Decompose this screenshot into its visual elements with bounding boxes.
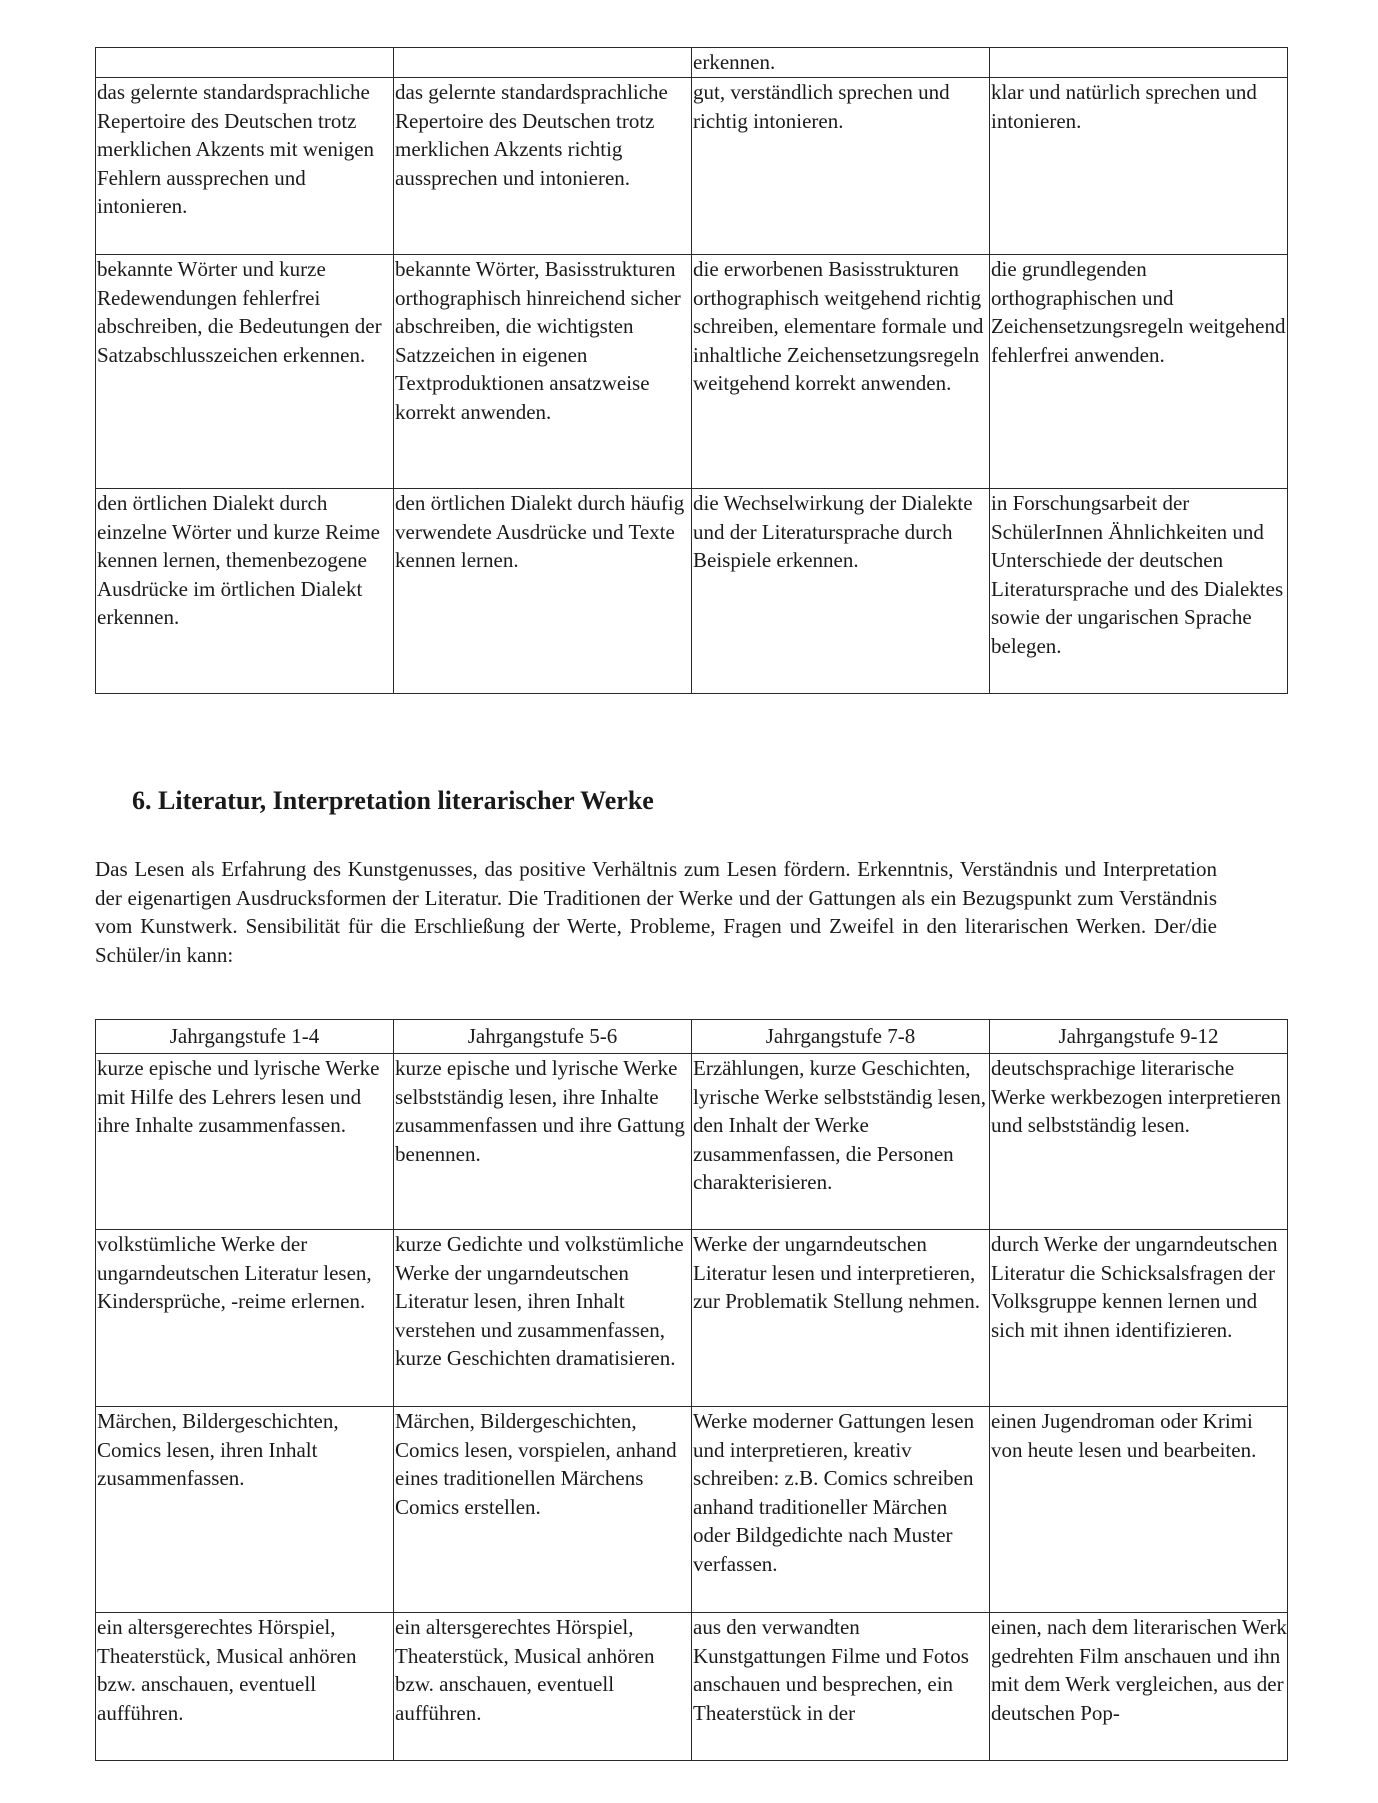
column-header: Jahrgangstufe 1-4 <box>96 1020 394 1054</box>
table-cell: deutschsprachige literarische Werke werkbezogen interpretieren und selbstständig lesen. <box>990 1054 1288 1230</box>
table-row <box>96 255 1288 489</box>
table-cell: durch Werke der ungarndeutschen Literatur die Schicksalsfragen der Volksgruppe kennen lernen und sich mit ihnen identifizieren. <box>990 1230 1288 1407</box>
table-cell: Märchen, Bildergeschichten, Comics lesen, ihren Inhalt zusammenfassen. <box>96 1407 394 1613</box>
table-cell: einen Jugendroman oder Krimi von heute lesen und bearbeiten. <box>990 1407 1288 1613</box>
table-row <box>96 78 1288 255</box>
table-cell: den örtlichen Dialekt durch häufig verwendete Ausdrücke und Texte kennen lernen. <box>394 489 692 694</box>
table-cell: die grundlegenden orthographischen und Zeichensetzungsregeln weitgehend fehlerfrei anwenden. <box>990 255 1288 489</box>
column-header: Jahrgangstufe 9-12 <box>990 1020 1288 1054</box>
table-cell: bekannte Wörter und kurze Redewendungen fehlerfrei abschreiben, die Bedeutungen der Satzabschlusszeichen erkennen. <box>96 255 394 489</box>
competency-table-continued <box>95 47 1288 694</box>
table-cell: Erzählungen, kurze Geschichten, lyrische Werke selbstständig lesen, den Inhalt der Werke zusammenfassen, die Personen charakterisieren. <box>692 1054 990 1230</box>
column-header: Jahrgangstufe 7-8 <box>692 1020 990 1054</box>
table-cell: erkennen. <box>692 48 990 78</box>
table-cell: kurze Gedichte und volkstümliche Werke der ungarndeutschen Literatur lesen, ihren Inhalt verstehen und zusammenfassen, kurze Geschichten dramatisieren. <box>394 1230 692 1407</box>
section-intro: Das Lesen als Erfahrung des Kunstgenusses, das positive Verhältnis zum Lesen fördern. Erkenntnis, Verständnis und Interpretation der eigenartigen Ausdrucksformen der Literatur. Die Traditionen der Werke und der Gattungen als ein Bezugspunkt zum Verständnis vom Kunstwerk. Sensibilität für die Erschließung der Werte, Probleme, Fragen und Zweifel in den literarischen Werken. Der/die Schüler/in kann: <box>95 857 1217 967</box>
table-cell <box>990 48 1288 78</box>
table-cell: in Forschungsarbeit der SchülerInnen Ähnlichkeiten und Unterschiede der deutschen Literatursprache und des Dialektes sowie der ungarischen Sprache belegen. <box>990 489 1288 694</box>
table-cell: kurze epische und lyrische Werke mit Hilfe des Lehrers lesen und ihre Inhalte zusammenfassen. <box>96 1054 394 1230</box>
section-heading: 6. Literatur, Interpretation literarischer Werke <box>132 786 654 815</box>
table-cell: volkstümliche Werke der ungarndeutschen Literatur lesen, Kindersprüche, -reime erlernen. <box>96 1230 394 1407</box>
table-cell: ein altersgerechtes Hörspiel, Theaterstück, Musical anhören bzw. anschauen, eventuell aufführen. <box>394 1613 692 1761</box>
column-header: Jahrgangstufe 5-6 <box>394 1020 692 1054</box>
table-row <box>96 1230 1288 1407</box>
table-cell: die erworbenen Basisstrukturen orthographisch weitgehend richtig schreiben, elementare formale und inhaltliche Zeichensetzungsregeln weitgehend korrekt anwenden. <box>692 255 990 489</box>
table-row <box>96 48 1288 78</box>
table-cell: bekannte Wörter, Basisstrukturen orthographisch hinreichend sicher abschreiben, die wichtigsten Satzzeichen in eigenen Textproduktionen ansatzweise korrekt anwenden. <box>394 255 692 489</box>
table-header-row <box>96 1020 1288 1054</box>
table-cell <box>394 48 692 78</box>
table-cell: Märchen, Bildergeschichten, Comics lesen, vorspielen, anhand eines traditionellen Märchens Comics erstellen. <box>394 1407 692 1613</box>
table-cell: den örtlichen Dialekt durch einzelne Wörter und kurze Reime kennen lernen, themenbezogene Ausdrücke im örtlichen Dialekt erkennen. <box>96 489 394 694</box>
table-cell <box>96 48 394 78</box>
table-row <box>96 1407 1288 1613</box>
table-cell: das gelernte standardsprachliche Repertoire des Deutschen trotz merklichen Akzents richtig aussprechen und intonieren. <box>394 78 692 255</box>
table-cell: das gelernte standardsprachliche Repertoire des Deutschen trotz merklichen Akzents mit wenigen Fehlern aussprechen und intonieren. <box>96 78 394 255</box>
literature-table <box>95 1019 1288 1761</box>
table-cell: Werke der ungarndeutschen Literatur lesen und interpretieren, zur Problematik Stellung nehmen. <box>692 1230 990 1407</box>
table-row <box>96 1613 1288 1761</box>
table-cell: ein altersgerechtes Hörspiel, Theaterstück, Musical anhören bzw. anschauen, eventuell aufführen. <box>96 1613 394 1761</box>
table-cell: aus den verwandten Kunstgattungen Filme und Fotos anschauen und besprechen, ein Theaterstück in der <box>692 1613 990 1761</box>
table-cell: einen, nach dem literarischen Werk gedrehten Film anschauen und ihn mit dem Werk vergleichen, aus der deutschen Pop- <box>990 1613 1288 1761</box>
table-row <box>96 489 1288 694</box>
table-cell: klar und natürlich sprechen und intonieren. <box>990 78 1288 255</box>
table-cell: Werke moderner Gattungen lesen und interpretieren, kreativ schreiben: z.B. Comics schreiben anhand traditioneller Märchen oder Bildgedichte nach Muster verfassen. <box>692 1407 990 1613</box>
table-cell: kurze epische und lyrische Werke selbstständig lesen, ihre Inhalte zusammenfassen und ihre Gattung benennen. <box>394 1054 692 1230</box>
table-cell: gut, verständlich sprechen und richtig intonieren. <box>692 78 990 255</box>
table-cell: die Wechselwirkung der Dialekte und der Literatursprache durch Beispiele erkennen. <box>692 489 990 694</box>
table-row <box>96 1054 1288 1230</box>
